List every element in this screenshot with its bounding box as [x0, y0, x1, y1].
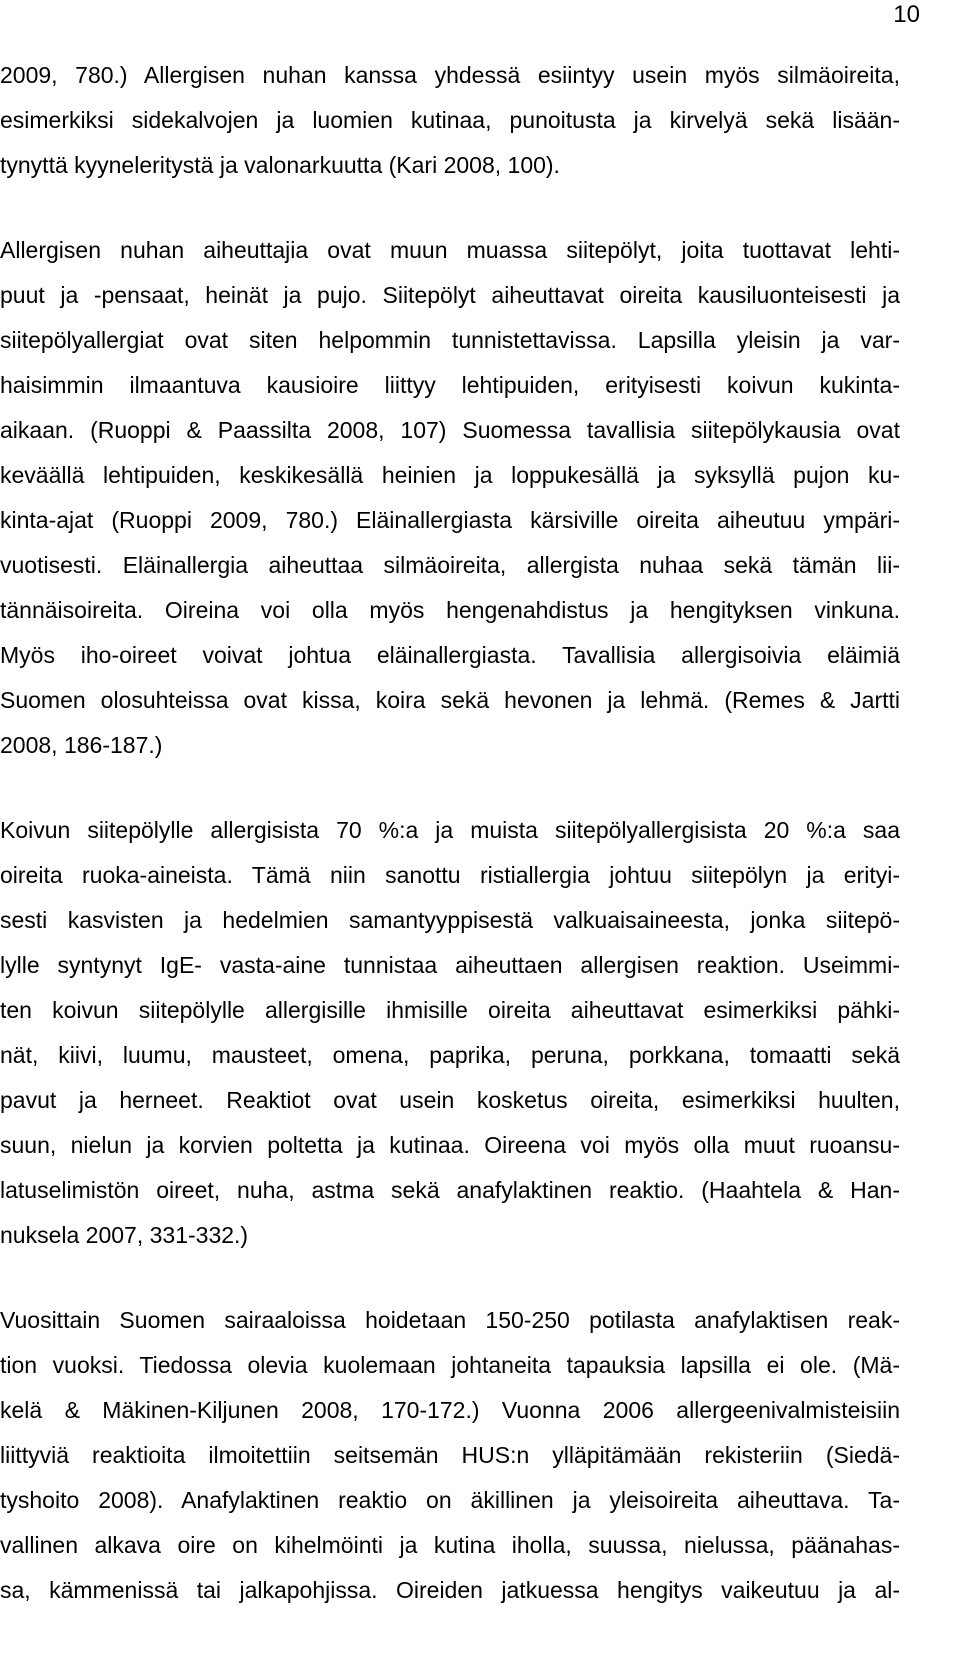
paragraph	[0, 53, 900, 188]
text-line: lylle syntynyt IgE- vasta-aine tunnistaa aiheuttaen allergisen reaktion. Useimmi-	[0, 952, 900, 978]
text-line: sa, kämmenissä tai jalkapohjissa. Oireiden jatkuessa hengitys vaikeutuu ja al-	[0, 1577, 900, 1603]
text-line: vuotisesti. Eläinallergia aiheuttaa silmäoireita, allergista nuhaa sekä tämän lii-	[0, 552, 900, 578]
text-line: kelä & Mäkinen-Kiljunen 2008, 170-172.) Vuonna 2006 allergeenivalmisteisiin	[0, 1397, 900, 1423]
text-line: ten koivun siitepölylle allergisille ihmisille oireita aiheuttavat esimerkiksi pähki-	[0, 997, 900, 1023]
text-line: Suomen olosuhteissa ovat kissa, koira sekä hevonen ja lehmä. (Remes & Jartti	[0, 687, 900, 713]
text-line: esimerkiksi sidekalvojen ja luomien kutinaa, punoitusta ja kirvelyä sekä lisään-	[0, 107, 900, 133]
text-line: Koivun siitepölylle allergisista 70 %:a ja muista siitepölyallergisista 20 %:a saa	[0, 817, 900, 843]
text-line: Myös iho-oireet voivat johtua eläinallergiasta. Tavallisia allergisoivia eläimiä	[0, 642, 900, 668]
paragraph-spacer	[0, 188, 900, 228]
text-line: latuselimistön oireet, nuha, astma sekä anafylaktinen reaktio. (Haahtela & Han-	[0, 1177, 900, 1203]
paragraph	[0, 1298, 900, 1613]
text-line: nuksela 2007, 331-332.)	[0, 1222, 249, 1248]
text-line: tännäisoireita. Oireina voi olla myös hengenahdistus ja hengityksen vinkuna.	[0, 597, 900, 623]
text-line: aikaan. (Ruoppi & Paassilta 2008, 107) Suomessa tavallisia siitepölykausia ovat	[0, 417, 900, 443]
text-line: liittyviä reaktioita ilmoitettiin seitsemän HUS:n ylläpitämään rekisteriin (Siedä-	[0, 1442, 900, 1468]
paragraph-spacer	[0, 1258, 900, 1298]
text-line: suun, nielun ja korvien poltetta ja kutinaa. Oireena voi myös olla muut ruoansu-	[0, 1132, 900, 1158]
text-line: sesti kasvisten ja hedelmien samantyyppisestä valkuaisaineesta, jonka siitepö-	[0, 907, 900, 933]
paragraph	[0, 228, 900, 768]
text-line: puut ja -pensaat, heinät ja pujo. Siitepölyt aiheuttavat oireita kausiluonteisesti ja	[0, 282, 900, 308]
text-line: tion vuoksi. Tiedossa olevia kuolemaan johtaneita tapauksia lapsilla ei ole. (Mä-	[0, 1352, 900, 1378]
text-line: haisimmin ilmaantuva kausioire liittyy lehtipuiden, erityisesti koivun kukinta-	[0, 372, 900, 398]
text-line: pavut ja herneet. Reaktiot ovat usein kosketus oireita, esimerkiksi huulten,	[0, 1087, 900, 1113]
text-line: tyshoito 2008). Anafylaktinen reaktio on äkillinen ja yleisoireita aiheuttava. Ta-	[0, 1487, 900, 1513]
page-number: 10	[893, 1, 920, 28]
text-line: siitepölyallergiat ovat siten helpommin tunnistettavissa. Lapsilla yleisin ja var-	[0, 327, 900, 353]
text-line: 2008, 186-187.)	[0, 732, 163, 758]
text-line: Allergisen nuhan aiheuttajia ovat muun muassa siitepölyt, joita tuottavat lehti-	[0, 237, 900, 263]
document-body	[0, 53, 900, 1613]
text-line: oireita ruoka-aineista. Tämä niin sanottu ristiallergia johtuu siitepölyn ja erityi-	[0, 862, 900, 888]
text-line: vallinen alkava oire on kihelmöinti ja kutina iholla, suussa, nielussa, päänahas-	[0, 1532, 900, 1558]
text-line: tynyttä kyyneleritystä ja valonarkuutta (Kari 2008, 100).	[0, 152, 560, 178]
text-line: Vuosittain Suomen sairaaloissa hoidetaan 150-250 potilasta anafylaktisen reak-	[0, 1307, 900, 1333]
text-line: kinta-ajat (Ruoppi 2009, 780.) Eläinallergiasta kärsiville oireita aiheutuu ympäri-	[0, 507, 900, 533]
paragraph-spacer	[0, 768, 900, 808]
text-line: keväällä lehtipuiden, keskikesällä heinien ja loppukesällä ja syksyllä pujon ku-	[0, 462, 900, 488]
text-line: nät, kiivi, luumu, mausteet, omena, paprika, peruna, porkkana, tomaatti sekä	[0, 1042, 900, 1068]
text-line: 2009, 780.) Allergisen nuhan kanssa yhdessä esiintyy usein myös silmäoireita,	[0, 62, 900, 88]
paragraph	[0, 808, 900, 1258]
